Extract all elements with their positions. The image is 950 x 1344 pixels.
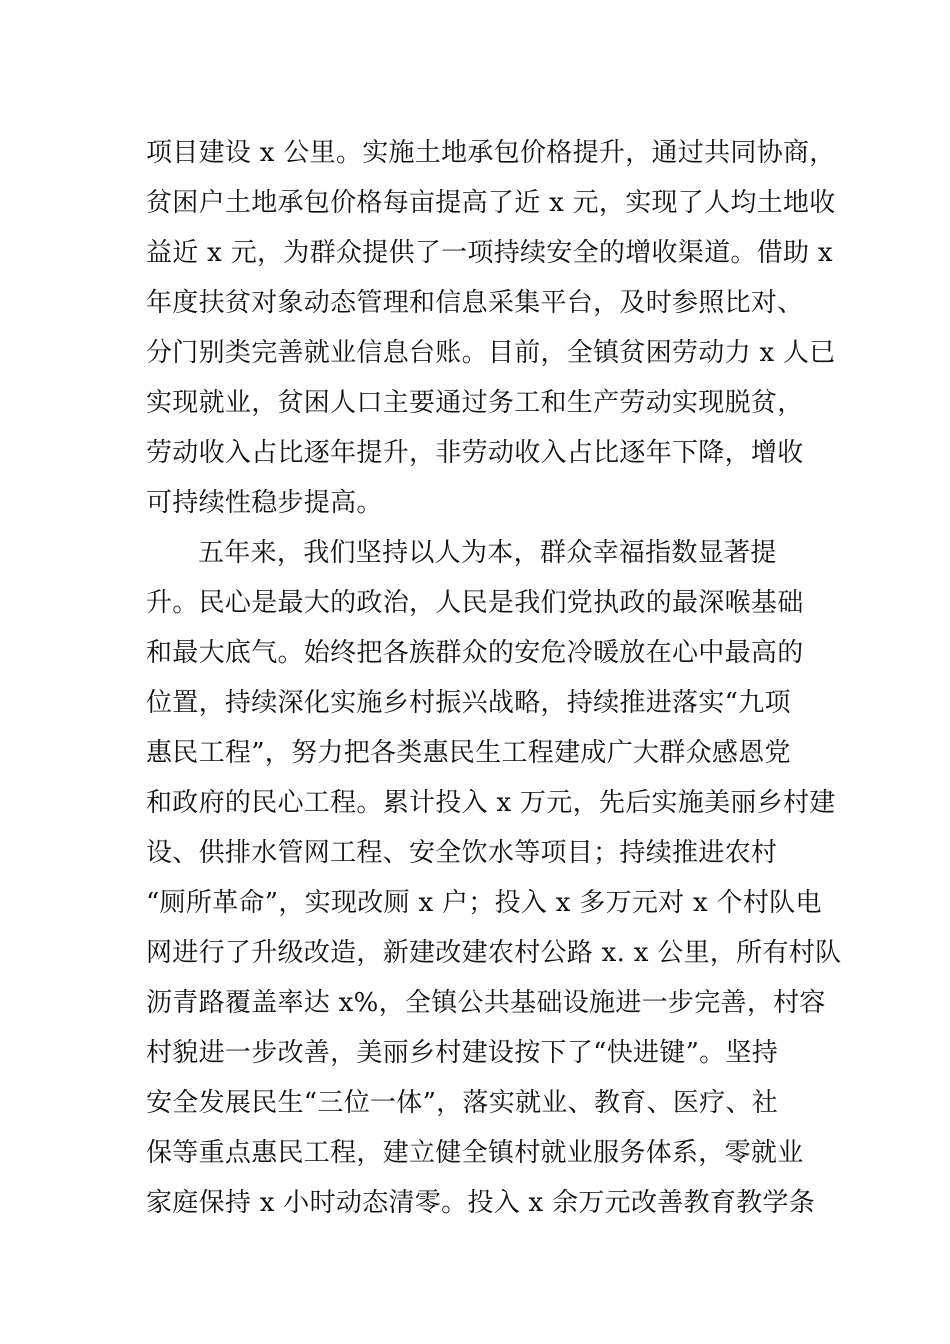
text-line: 项目建设 x 公里。实施土地承包价格提升，通过共同协商， (146, 138, 836, 168)
text-line: 沥青路覆盖率达 x%，全镇公共基础设施进一步完善，村容 (146, 988, 826, 1018)
text-line: 安全发展民生“三位一体”，落实就业、教育、医疗、社 (146, 1088, 779, 1118)
text-line: 惠民工程”，努力把各类惠民生工程建成广大群众感恩党 (146, 738, 791, 768)
text-line: 和最大底气。始终把各族群众的安危冷暖放在心中最高的 (146, 638, 804, 668)
text-line: 年度扶贫对象动态管理和信息采集平台，及时参照比对、 (146, 288, 804, 318)
text-line: “厕所革命”，实现改厕 x 户；投入 x 多万元对 x 个村队电 (146, 888, 822, 918)
text-line: 升。民心是最大的政治，人民是我们党执政的最深喉基础 (146, 588, 804, 618)
text-line: 贫困户土地承包价格每亩提高了近 x 元，实现了人均土地收 (146, 188, 836, 218)
text-line: 益近 x 元，为群众提供了一项持续安全的增收渠道。借助 x (146, 238, 833, 268)
text-line: 可持续性稳步提高。 (146, 488, 383, 518)
text-line: 村貌进一步改善，美丽乡村建设按下了“快进键”。坚持 (146, 1038, 779, 1068)
text-line: 分门别类完善就业信息台账。目前，全镇贫困劳动力 x 人已 (146, 338, 836, 368)
text-line: 家庭保持 x 小时动态清零。投入 x 余万元改善教育教学条 (146, 1188, 816, 1218)
text-line: 和政府的民心工程。累计投入 x 万元，先后实施美丽乡村建 (146, 788, 836, 818)
text-line: 实现就业，贫困人口主要通过务工和生产劳动实现脱贫， (146, 388, 804, 418)
text-line: 保等重点惠民工程，建立健全镇村就业服务体系，零就业 (146, 1138, 804, 1168)
paragraph-first-line: 五年来，我们坚持以人为本，群众幸福指数显著提 (198, 538, 777, 568)
text-line: 设、供排水管网工程、安全饮水等项目；持续推进农村 (146, 838, 778, 868)
text-line: 位置，持续深化实施乡村振兴战略，持续推进落实“九项 (146, 688, 791, 718)
text-line: 网进行了升级改造，新建改建农村公路 x. x 公里，所有村队 (146, 938, 842, 968)
text-line: 劳动收入占比逐年提升，非劳动收入占比逐年下降，增收 (146, 438, 804, 468)
